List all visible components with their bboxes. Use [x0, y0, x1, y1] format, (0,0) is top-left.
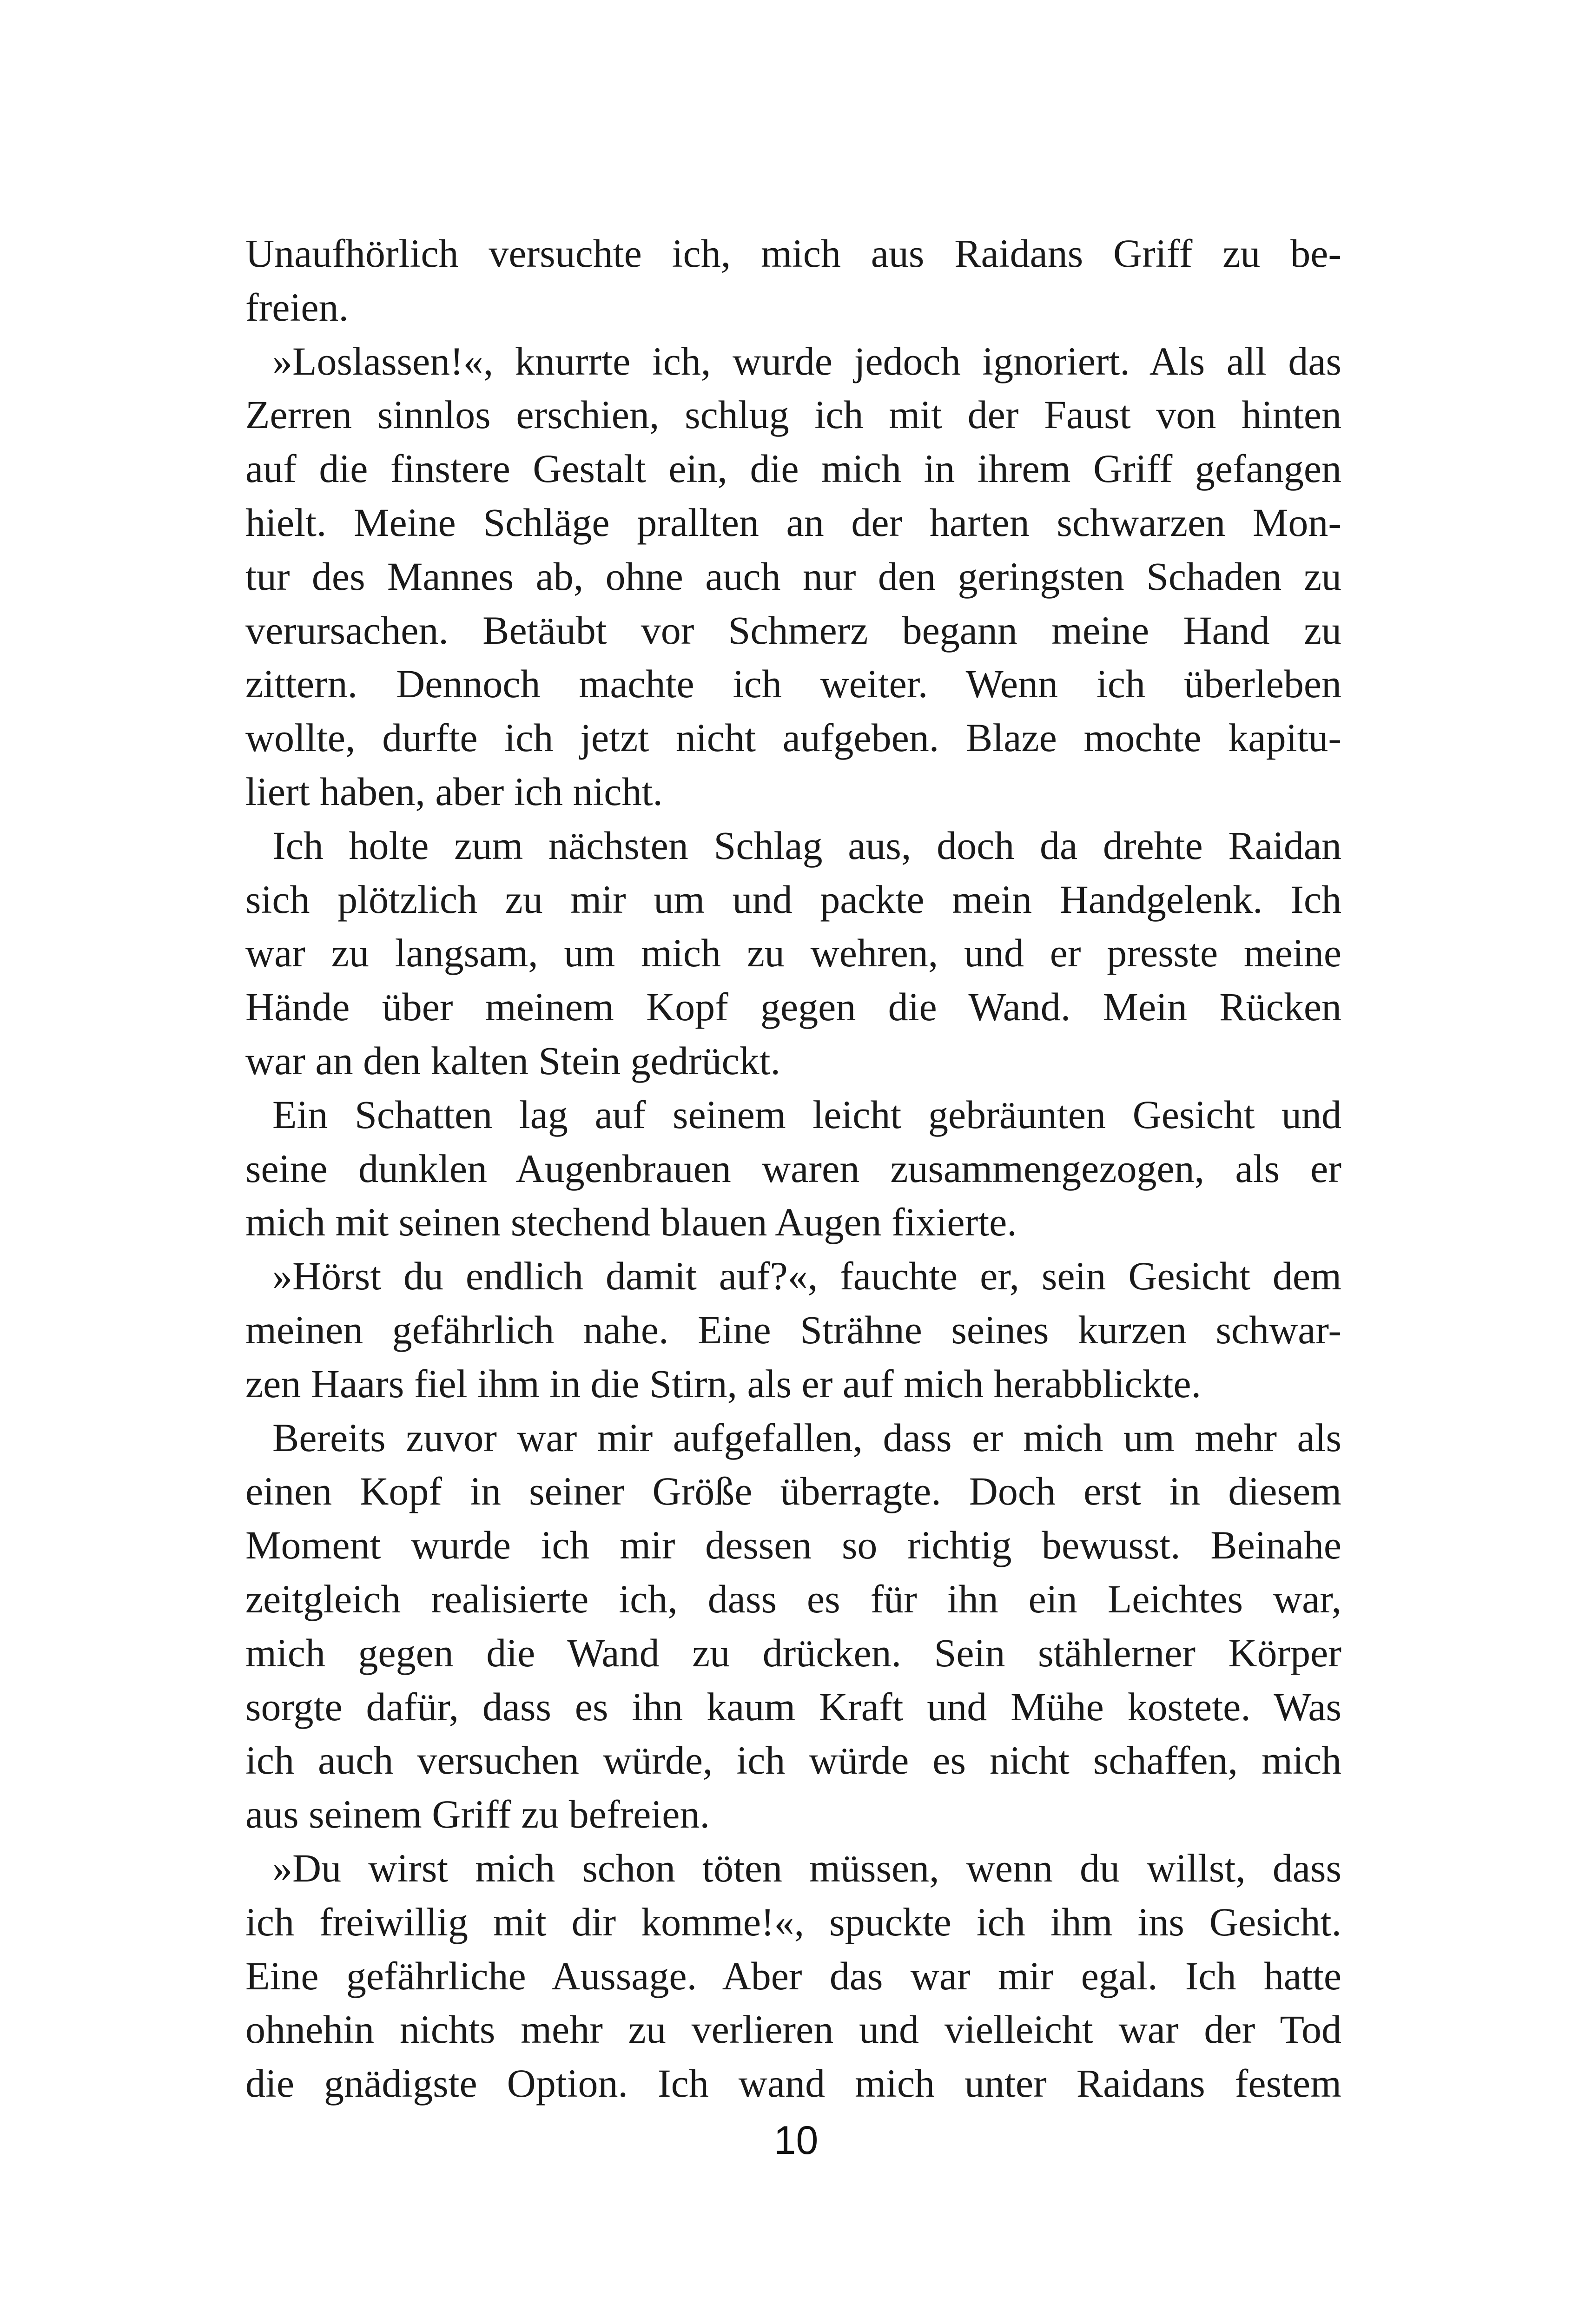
text-line: hielt. Meine Schläge prallten an der harten schwarzen Mon-	[245, 500, 1341, 545]
text-line: die gnädigste Option. Ich wand mich unter Raidans festem	[245, 2061, 1341, 2106]
text-line: auf die finstere Gestalt ein, die mich in ihrem Griff gefangen	[245, 446, 1341, 491]
text-line: sich plötzlich zu mir um und packte mein Handgelenk. Ich	[245, 877, 1341, 922]
text-line: meinen gefährlich nahe. Eine Strähne seines kurzen schwar-	[245, 1307, 1341, 1352]
text-line: »Du wirst mich schon töten müssen, wenn du willst, dass	[272, 1845, 1341, 1890]
text-line: freien.	[245, 284, 349, 330]
text-line: sorgte dafür, dass es ihn kaum Kraft und Mühe kostete. Was	[245, 1684, 1341, 1729]
text-line: Ein Schatten lag auf seinem leicht gebräunten Gesicht und	[272, 1092, 1341, 1137]
paragraph-4	[245, 1088, 1341, 1249]
paragraph-5	[245, 1249, 1341, 1411]
page-number: 10	[773, 2118, 819, 2163]
text-line: zen Haars fiel ihm in die Stirn, als er auf mich herabblickte.	[245, 1361, 1202, 1406]
text-line: ohnehin nichts mehr zu verlieren und vielleicht war der Tod	[245, 2007, 1341, 2052]
text-line: Eine gefährliche Aussage. Aber das war mir egal. Ich hatte	[245, 1953, 1341, 1998]
text-line: Bereits zuvor war mir aufgefallen, dass er mich um mehr als	[272, 1415, 1341, 1460]
text-line: Zerren sinnlos erschien, schlug ich mit der Faust von hinten	[245, 392, 1341, 437]
text-line: aus seinem Griff zu befreien.	[245, 1792, 710, 1837]
paragraph-1	[245, 227, 1341, 335]
body-text	[245, 227, 1341, 2111]
paragraph-6	[245, 1411, 1341, 1842]
text-line: war an den kalten Stein gedrückt.	[245, 1038, 781, 1083]
text-line: verursachen. Betäubt vor Schmerz begann meine Hand zu	[245, 607, 1341, 653]
text-line: tur des Mannes ab, ohne auch nur den geringsten Schaden zu	[245, 554, 1341, 599]
text-line: »Hörst du endlich damit auf?«, fauchte er, sein Gesicht dem	[272, 1254, 1341, 1299]
paragraph-3	[245, 819, 1341, 1088]
text-line: ich auch versuchen würde, ich würde es nicht schaffen, mich	[245, 1738, 1341, 1783]
text-line: mich mit seinen stechend blauen Augen fixierte.	[245, 1200, 1017, 1245]
text-line: Ich holte zum nächsten Schlag aus, doch da drehte Raidan	[272, 823, 1341, 868]
text-line: »Loslassen!«, knurrte ich, wurde jedoch ignoriert. Als all das	[272, 338, 1341, 383]
text-line: wollte, durfte ich jetzt nicht aufgeben. Blaze mochte kapitu-	[245, 715, 1341, 760]
text-line: Unaufhörlich versuchte ich, mich aus Raidans Griff zu be-	[245, 231, 1341, 276]
text-line: Moment wurde ich mir dessen so richtig bewusst. Beinahe	[245, 1523, 1341, 1568]
paragraph-7	[245, 1842, 1341, 2111]
text-line: mich gegen die Wand zu drücken. Sein stählerner Körper	[245, 1630, 1341, 1675]
text-line: Hände über meinem Kopf gegen die Wand. Mein Rücken	[245, 984, 1341, 1030]
text-line: liert haben, aber ich nicht.	[245, 769, 663, 814]
text-line: war zu langsam, um mich zu wehren, und er presste meine	[245, 931, 1341, 976]
text-line: einen Kopf in seiner Größe überragte. Doch erst in diesem	[245, 1469, 1341, 1514]
text-line: ich freiwillig mit dir komme!«, spuckte ich ihm ins Gesicht.	[245, 1899, 1341, 1944]
paragraph-2	[245, 335, 1341, 819]
text-line: zeitgleich realisierte ich, dass es für ihn ein Leichtes war,	[245, 1576, 1341, 1621]
text-line: zittern. Dennoch machte ich weiter. Wenn ich überleben	[245, 661, 1341, 706]
text-line: seine dunklen Augenbrauen waren zusammengezogen, als er	[245, 1146, 1341, 1191]
